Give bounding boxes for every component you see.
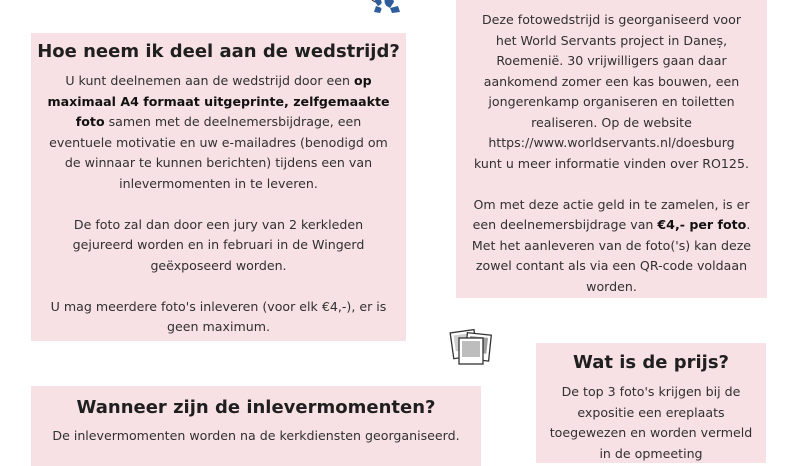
prize-title: Wat is de prijs?	[573, 352, 729, 373]
prize-card	[536, 343, 766, 463]
dropoff-text: De inlevermomenten worden na de kerkdiensten georganiseerd.	[52, 428, 460, 443]
photos-stack-icon	[449, 325, 495, 367]
participation-title: Hoe neem ik deel aan de wedstrijd?	[37, 41, 400, 62]
participation-card	[31, 33, 406, 341]
prize-text: De top 3 foto's krijgen bij de expositie een ereplaats toegewezen en worden vermeld in de opmeeting	[549, 384, 753, 461]
jury-text: De foto zal dan door een jury van 2 kerkleden gejureerd worden en in februari in de Wingerd geëxposeerd worden.	[72, 216, 365, 273]
contribution-text: Om met deze actie geld in te zamelen, is er een deelnemersbijdrage van €4,- per foto. Met het aanleveren van de foto('s) kan deze zowel contant als via een QR-code voldaan worden.	[471, 196, 752, 294]
dropoff-moments-card	[31, 386, 481, 466]
contest-info-card	[456, 0, 767, 298]
contest-info-text: Deze fotowedstrijd is georganiseerd voor het World Servants project in Daneș, Roemenië. 30 vrijwilligers gaan daar aankomend zomer een kas bouwen, een jongerenkamp organiseren en toiletten realiseren. Op de website https://www.worldservants.nl/doesburg kunt u meer informatie vinden over RO125.	[474, 12, 749, 171]
mascot-illustration	[370, 0, 404, 14]
multiple-photos-text: U mag meerdere foto's inleveren (voor elk €4,-), er is geen maximum.	[50, 298, 387, 334]
dropoff-title: Wanneer zijn de inlevermomenten?	[76, 397, 436, 418]
participation-text: U kunt deelnemen aan de wedstrijd door een op maximaal A4 formaat uitgeprinte, zelfgemaakte foto samen met de deelnemersbijdrage, een eventuele motivatie en uw e-mailadres (benodigd om de winnaar te kunnen berichten) tijdens een van inlevermomenten in te leveren.	[47, 73, 390, 191]
website-link[interactable]: https://www.worldservants.nl/doesburg	[488, 135, 735, 150]
